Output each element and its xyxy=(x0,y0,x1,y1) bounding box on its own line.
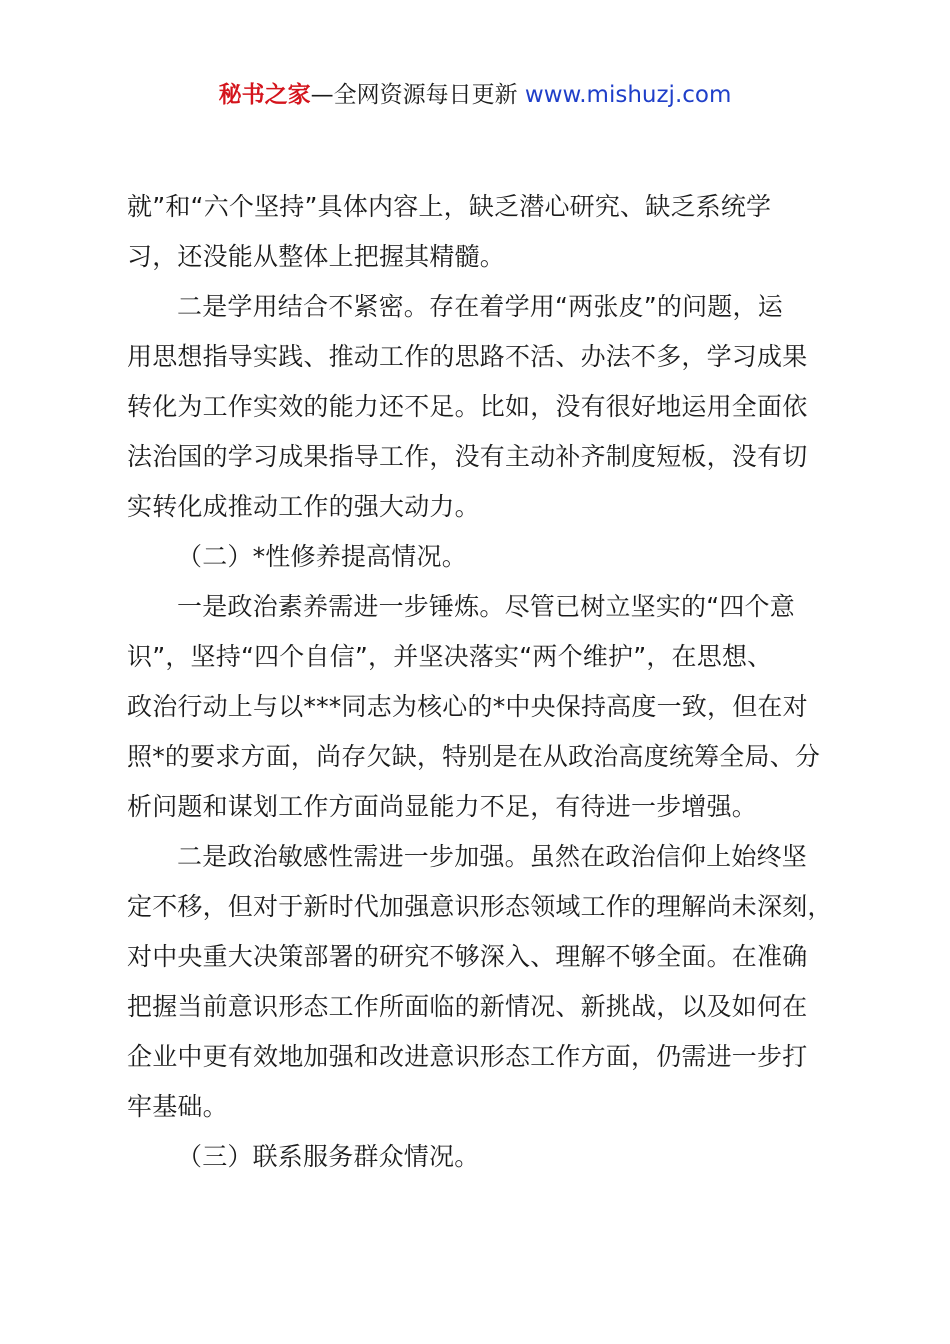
page-header xyxy=(0,78,950,112)
text-line: 用思想指导实践、推动工作的思路不活、办法不多，学习成果 xyxy=(127,342,808,371)
header-tagline: —全网资源每日更新 xyxy=(310,82,525,108)
text-line: 牢基础。 xyxy=(127,1092,228,1121)
website-link[interactable]: www.mishuzj.com xyxy=(524,82,732,108)
section-heading: （三）联系服务群众情况。 xyxy=(177,1142,480,1171)
text-line: 法治国的学习成果指导工作，没有主动补齐制度短板，没有切 xyxy=(127,442,808,471)
text-line: 把握当前意识形态工作所面临的新情况、新挑战，以及如何在 xyxy=(127,992,808,1021)
text-line: 企业中更有效地加强和改进意识形态工作方面，仍需进一步打 xyxy=(127,1042,808,1071)
text-line: 照*的要求方面，尚存欠缺，特别是在从政治高度统筹全局、分 xyxy=(127,742,821,771)
text-line: 定不移，但对于新时代加强意识形态领域工作的理解尚未深刻， xyxy=(127,892,833,921)
text-line: 习，还没能从整体上把握其精髓。 xyxy=(127,242,506,271)
text-line: 对中央重大决策部署的研究不够深入、理解不够全面。在准确 xyxy=(127,942,808,971)
document-body xyxy=(127,182,835,1182)
text-line: 政治行动上与以***同志为核心的*中央保持高度一致，但在对 xyxy=(127,692,808,721)
text-line: 二是政治敏感性需进一步加强。虽然在政治信仰上始终坚 xyxy=(177,842,808,871)
text-line: 实转化成推动工作的强大动力。 xyxy=(127,492,480,521)
brand-name: 秘书之家 xyxy=(218,82,311,108)
section-heading: （二）*性修养提高情况。 xyxy=(177,542,467,571)
text-line: 就”和“六个坚持”具体内容上，缺乏潜心研究、缺乏系统学 xyxy=(127,192,772,221)
text-line: 转化为工作实效的能力还不足。比如，没有很好地运用全面依 xyxy=(127,392,808,421)
text-line: 一是政治素养需进一步锤炼。尽管已树立坚实的“四个意 xyxy=(177,592,795,621)
text-line: 二是学用结合不紧密。存在着学用“两张皮”的问题，运 xyxy=(177,292,783,321)
text-line: 析问题和谋划工作方面尚显能力不足，有待进一步增强。 xyxy=(127,792,758,821)
text-line: 识”，坚持“四个自信”，并坚决落实“两个维护”，在思想、 xyxy=(127,642,773,671)
